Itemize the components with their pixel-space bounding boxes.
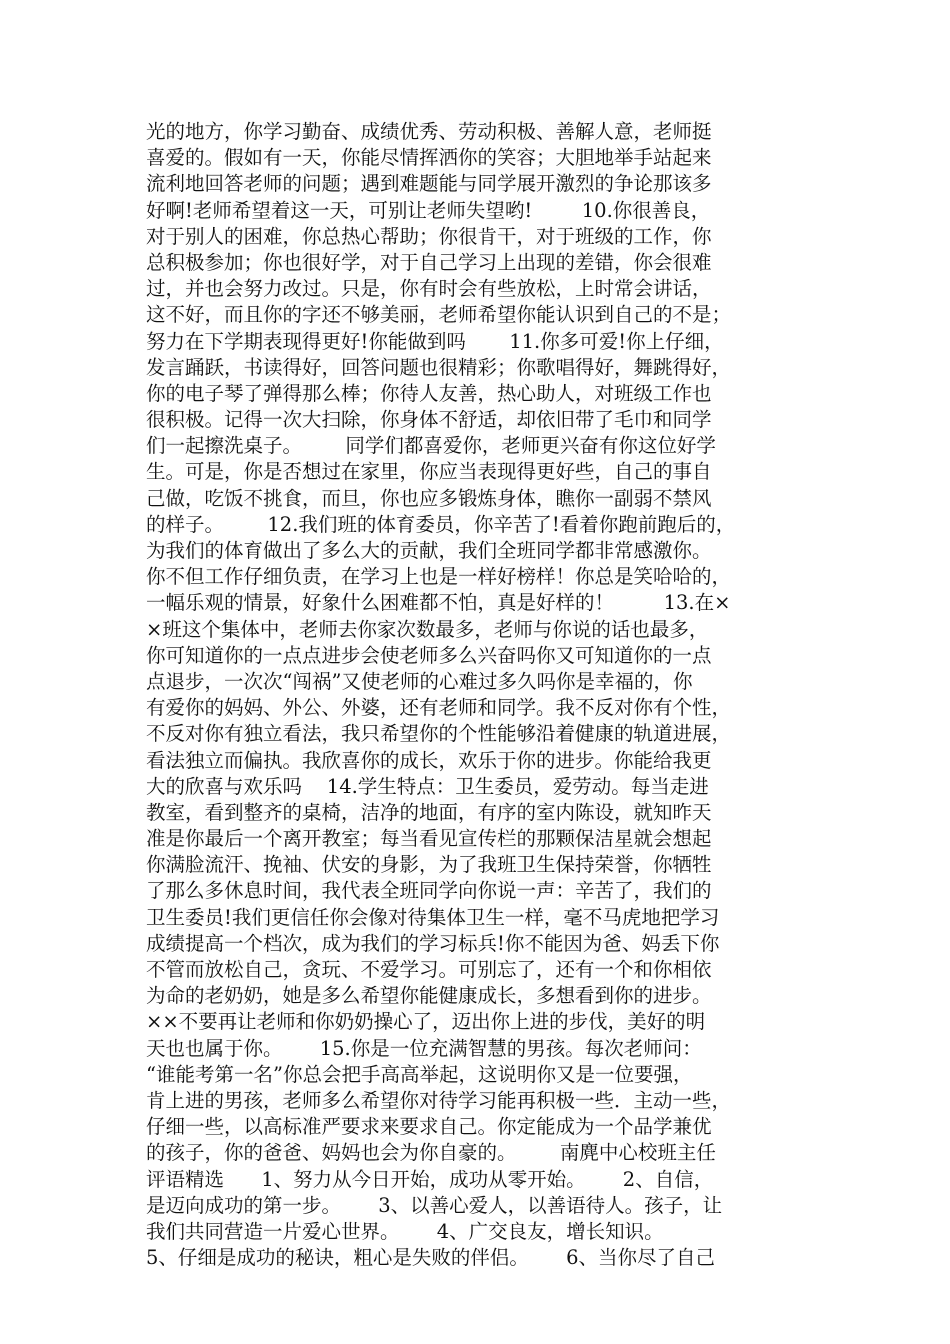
text-line: 成绩提高一个档次，成为我们的学习标兵!你不能因为爸、妈丢下你 bbox=[146, 931, 720, 955]
text-line: 发言踊跃，书读得好，回答问题也很精彩；你歌唱得好，舞跳得好， bbox=[146, 355, 732, 379]
text-line: 不管而放松自己，贪玩、不爱学习。可别忘了，还有一个和你相依 bbox=[146, 958, 712, 981]
text-line: 看法独立而偏执。我欣喜你的成长，欢乐于你的进步。你能给我更 bbox=[146, 748, 712, 772]
text-line: 大的欣喜与欢乐吗 14.学生特点：卫生委员，爱劳动。每当走进 bbox=[146, 774, 709, 798]
text-line: 准是你最后一个离开教室；每当看见宣传栏的那颗保洁星就会想起 bbox=[146, 827, 712, 851]
text-line: 有爱你的妈妈、外公、外婆，还有老师和同学。我不反对你有个性， bbox=[146, 696, 732, 720]
text-line: 好啊!老师希望着这一天，可别让老师失望哟! 10.你很善良， bbox=[146, 198, 711, 222]
text-line: 了那么多休息时间，我代表全班同学向你说一声：辛苦了，我们的 bbox=[146, 879, 712, 903]
text-line: 不反对你有独立看法，我只希望你的个性能够沿着健康的轨道进展， bbox=[146, 722, 732, 746]
text-line: 你可知道你的一点点进步会使老师多么兴奋吗你又可知道你的一点 bbox=[146, 643, 712, 667]
text-line: 是迈向成功的第一步。 3、以善心爱人，以善语待人。孩子，让 bbox=[146, 1193, 723, 1217]
document-body bbox=[146, 119, 806, 1271]
text-line: ××不要再让老师和你奶奶操心了，迈出你上进的步伐，美好的明 bbox=[146, 1010, 706, 1034]
text-line: 一幅乐观的情景，好象什么困难都不怕，真是好样的！ 13.在× bbox=[146, 591, 731, 615]
text-line: 们一起擦洗桌子。 同学们都喜爱你，老师更兴奋有你这位好学 bbox=[146, 434, 716, 458]
text-line: 努力在下学期表现得更好!你能做到吗 11.你多可爱!你上仔细， bbox=[146, 329, 724, 353]
text-line: 对于别人的困难，你总热心帮助；你很肯干，对于班级的工作，你 bbox=[146, 224, 712, 248]
text-line: “谁能考第一名”你总会把手高高举起，这说明你又是一位要强， bbox=[146, 1062, 693, 1086]
text-line: 评语精选 1、努力从今日开始，成功从零开始。 2、自信， bbox=[146, 1167, 714, 1191]
text-line: 你满脸流汗、挽袖、伏安的身影，为了我班卫生保持荣誉，你牺牲 bbox=[146, 853, 712, 877]
text-line: 生。可是，你是否想过在家里，你应当表现得更好些，自己的事自 bbox=[146, 460, 712, 484]
text-line: 很积极。记得一次大扫除，你身体不舒适，却依旧带了毛巾和同学 bbox=[146, 408, 712, 432]
text-line: 过，并也会努力改过。只是，你有时会有些放松，上时常会讲话， bbox=[146, 277, 712, 301]
text-line: 你不但工作仔细负责，在学习上也是一样好榜样！你总是笑哈哈的， bbox=[146, 565, 732, 589]
text-line: 光的地方，你学习勤奋、成绩优秀、劳动积极、善解人意，老师挺 bbox=[146, 120, 712, 143]
text-line: 喜爱的。假如有一天，你能尽情挥洒你的笑容；大胆地举手站起来 bbox=[146, 146, 712, 170]
text-line: 点退步，一次次“闯祸”又使老师的心难过多久吗你是幸福的，你 bbox=[146, 669, 693, 693]
text-line: 5、仔细是成功的秘诀，粗心是失败的伴侣。 6、当你尽了自己 bbox=[146, 1246, 716, 1270]
text-line: 天也也属于你。 15.你是一位充满智慧的男孩。每次老师问： bbox=[146, 1036, 702, 1060]
text-line: 的样子。 12.我们班的体育委员，你辛苦了!看着你跑前跑后的， bbox=[146, 512, 736, 536]
text-line: 总积极参加；你也很好学，对于自己学习上出现的差错，你会很难 bbox=[146, 250, 712, 274]
text-line: 我们共同营造一片爱心世界。 4、广交良友，增长知识。 bbox=[146, 1219, 664, 1243]
text-line: 教室，看到整齐的桌椅，洁净的地面，有序的室内陈设，就知昨天 bbox=[146, 800, 712, 824]
text-line: 肯上进的男孩，老师多么希望你对待学习能再积极一些．主动一些， bbox=[146, 1088, 732, 1112]
text-line: 仔细一些，以高标准严要求来要求自己。你定能成为一个品学兼优 bbox=[146, 1115, 712, 1139]
text-line: ×班这个集体中，老师去你家次数最多，老师与你说的话也最多， bbox=[146, 617, 709, 641]
text-line: 流利地回答老师的问题；遇到难题能与同学展开激烈的争论那该多 bbox=[146, 172, 712, 196]
text-line: 这不好，而且你的字还不够美丽，老师希望你能认识到自己的不是； bbox=[146, 303, 732, 327]
text-line: 的孩子，你的爸爸、妈妈也会为你自豪的。 南麂中心校班主任 bbox=[146, 1141, 716, 1165]
text-line: 卫生委员!我们更信任你会像对待集体卫生一样，毫不马虎地把学习 bbox=[146, 905, 720, 929]
text-line: 己做，吃饭不挑食，而旦，你也应多锻炼身体，瞧你一副弱不禁风 bbox=[146, 486, 712, 510]
text-line: 为命的老奶奶，她是多么希望你能健康成长，多想看到你的进步。 bbox=[146, 984, 712, 1008]
text-line: 为我们的体育做出了多么大的贡献，我们全班同学都非常感激你。 bbox=[146, 539, 712, 562]
text-line: 你的电子琴了弹得那么棒；你待人友善，热心助人，对班级工作也 bbox=[146, 381, 712, 405]
